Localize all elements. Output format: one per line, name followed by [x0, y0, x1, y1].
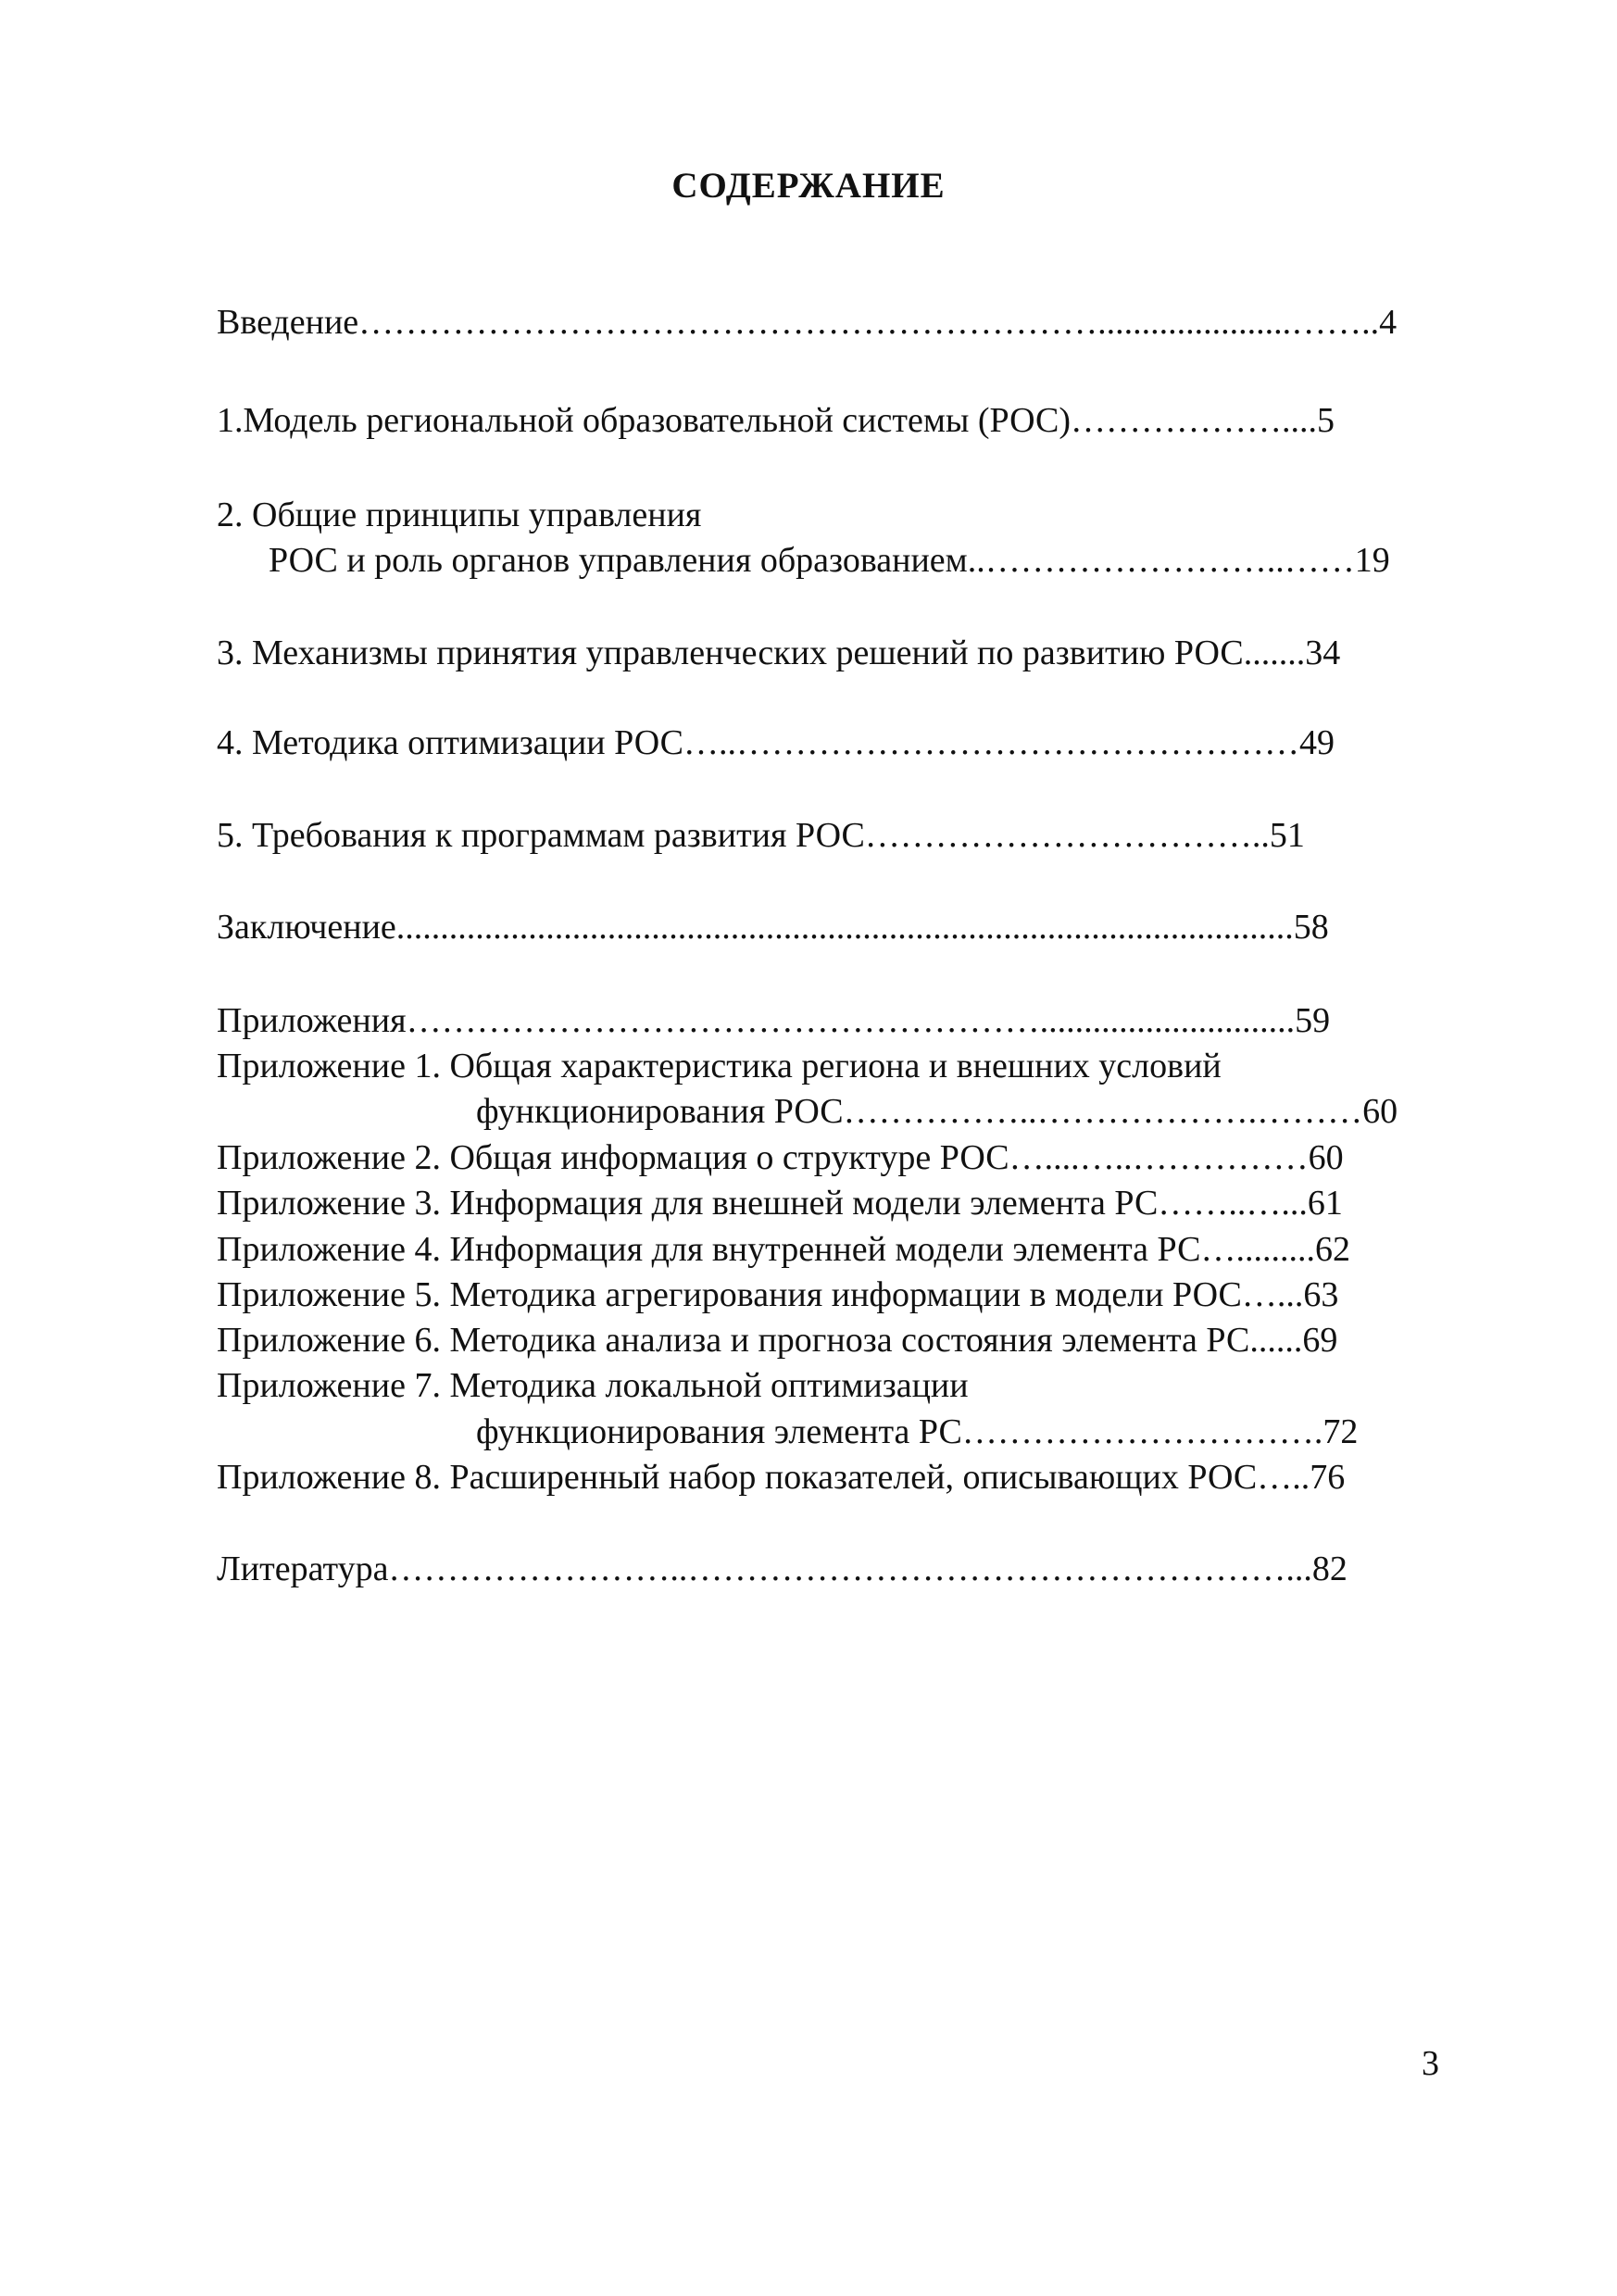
toc-entry-literature: Литература……………………..……………………………………………...82: [217, 1549, 1348, 1588]
toc-entry-appendix-7-line-1: Приложение 7. Методика локальной оптимизации: [217, 1366, 969, 1405]
toc-entry-appendix-5: Приложение 5. Методика агрегирования информации в модели РОС…...63: [217, 1275, 1339, 1314]
toc-entry-appendix-4: Приложение 4. Информация для внутренней модели элемента РС….........62: [217, 1230, 1350, 1269]
toc-entry-conclusion: Заключение......................................................................................................58: [217, 908, 1329, 947]
toc-entry-appendix-2: Приложение 2. Общая информация о структуре РОС…....…..……………60: [217, 1138, 1344, 1177]
toc-entry-section-4: 4. Методика оптимизации РОС…..…………………………………………49: [217, 723, 1335, 762]
toc-entry-appendix-3: Приложение 3. Информация для внешней модели элемента РС……..…...61: [217, 1184, 1343, 1223]
toc-entry-appendix-7-line-2: функционирования элемента РС………………………….72: [476, 1412, 1359, 1451]
toc-entry-section-2-line-1: 2. Общие принципы управления: [217, 496, 702, 534]
toc-entry-section-2-line-2: РОС и роль органов управления образованием..……………………..……19: [269, 541, 1390, 580]
toc-entry-appendix-8: Приложение 8. Расширенный набор показателей, описывающих РОС…..76: [217, 1458, 1346, 1497]
toc-entry-section-5: 5. Требования к программам развития РОС……………………………..51: [217, 816, 1305, 855]
page-title: СОДЕРЖАНИЕ: [671, 166, 946, 206]
toc-entry-appendices: Приложения……………………………………………….............................59: [217, 1001, 1331, 1040]
toc-entry-introduction: Введение………………………………………………………......................……..4: [217, 303, 1398, 342]
page-number: 3: [1422, 2044, 1439, 2083]
toc-entry-appendix-1-line-1: Приложение 1. Общая характеристика региона и внешних условий: [217, 1047, 1222, 1085]
toc-entry-appendix-1-line-2: функционирования РОС……………..……………….………60: [476, 1092, 1398, 1131]
toc-entry-appendix-6: Приложение 6. Методика анализа и прогноза состояния элемента РС......69: [217, 1321, 1338, 1360]
toc-entry-section-1: 1.Модель региональной образовательной системы (РОС)………………....5: [217, 401, 1335, 440]
toc-entry-section-3: 3. Механизмы принятия управленческих решений по развитию РОС.......34: [217, 634, 1341, 672]
